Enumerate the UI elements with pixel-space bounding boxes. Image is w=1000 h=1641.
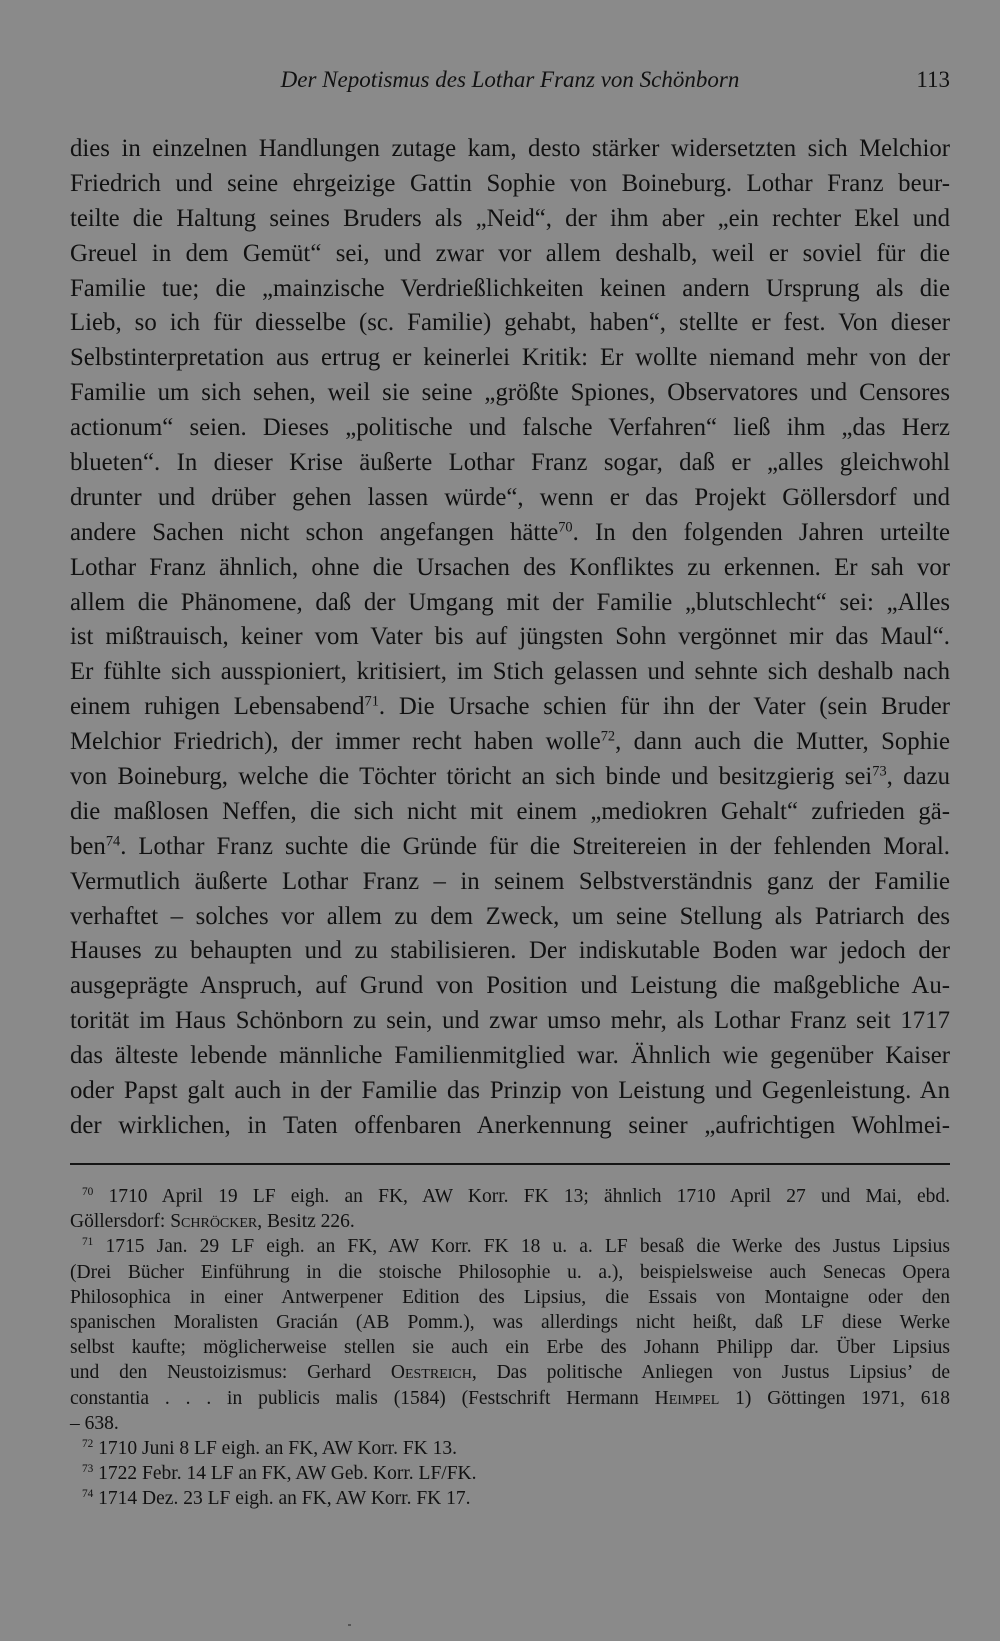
text-line <box>70 830 950 865</box>
footnote-ref: 73 <box>872 763 887 780</box>
text-line: verhaftet – solches vor allem zu dem Zweck, um seine Stellung als Patriarch des <box>70 902 950 930</box>
text-line <box>70 516 950 551</box>
text-line: Familie um sich sehen, weil sie seine „größte Spiones, Observatores und Censores <box>70 379 950 407</box>
text-line <box>70 760 950 795</box>
footnote-line: – 638. <box>70 1412 119 1434</box>
author-name: Oestreich <box>390 1362 472 1384</box>
footnote-line <box>70 1209 950 1234</box>
footnote-74 <box>70 1486 950 1511</box>
text-segment: von Boineburg, welche die Töchter töricht an sich binde und besitzgierig sei <box>70 763 873 791</box>
text-line: die maßlosen Neffen, die sich nicht mit einem „mediokren Gehalt“ zufrieden gä- <box>70 797 950 825</box>
footnote-72 <box>70 1436 950 1461</box>
footnote-ref: 71 <box>364 693 379 710</box>
text-line: ausgeprägte Anspruch, auf Grund von Position und Leistung die maßgebliche Au- <box>70 972 950 1000</box>
text-line: actionum“ seien. Dieses „politische und falsche Verfahren“ ließ ihm „das Herz <box>70 414 950 442</box>
footnote-line: (Drei Bücher Einführung in die stoische Philosophie u. a.), beispielsweise auch Senecas Opera <box>70 1261 950 1283</box>
author-name: Schröcker <box>170 1211 258 1233</box>
footnote-text: , Besitz 226. <box>257 1211 355 1233</box>
footnote-number: 71 <box>82 1236 94 1249</box>
text-line: torität im Haus Schönborn zu sein, und zwar umso mehr, als Lothar Franz seit 1717 <box>70 1007 950 1035</box>
footnote-line: Philosophica in einer Antwerpener Edition des Lipsius, die Essais von Montaigne oder den <box>70 1286 950 1308</box>
text-line: Lieb, so ich für diesselbe (sc. Familie) gehabt, haben“, stellte er fest. Von dieser <box>70 309 950 337</box>
footnotes <box>70 1184 950 1511</box>
footnote-70 <box>70 1184 950 1209</box>
footnote-text: 1710 Juni 8 LF eigh. an FK, AW Korr. FK 13. <box>98 1437 458 1459</box>
text-line: oder Papst galt auch in der Familie das Prinzip von Leistung und Gegenleistung. An <box>70 1077 950 1105</box>
text-segment: . Lothar Franz suchte die Gründe für die Streitereien in der fehlenden Moral. <box>120 832 950 860</box>
footnote-text: und den Neustoizismus: Gerhard <box>70 1362 391 1384</box>
text-line: blueten“. In dieser Krise äußerte Lothar Franz sogar, daß er „alles gleichwohl <box>70 449 950 477</box>
text-line: Hauses zu behaupten und zu stabilisieren. Der indiskutable Boden war jedoch der <box>70 937 950 965</box>
footnote-ref: 74 <box>105 833 121 850</box>
text-segment: andere Sachen nicht schon angefangen hätte <box>70 518 559 546</box>
text-line: Lothar Franz ähnlich, ohne die Ursachen des Konfliktes zu erkennen. Er sah vor <box>70 553 950 581</box>
footnote-text: constantia . . . in publicis malis (1584) (Festschrift Hermann <box>70 1387 655 1409</box>
footnote-ref: 72 <box>600 728 616 745</box>
running-head <box>70 62 950 98</box>
text-line: Familie tue; die „mainzische Verdrießlichkeiten keinen andern Ursprung als die <box>70 274 950 302</box>
author-name: Heimpel <box>654 1387 720 1409</box>
footnote-number: 73 <box>82 1463 94 1476</box>
text-segment: Melchior Friedrich), der immer recht haben wolle <box>70 728 601 756</box>
footnote-text: , Das politische Anliegen von Justus Lipsius’ de <box>471 1362 950 1384</box>
footnote-divider <box>70 1163 950 1165</box>
text-segment: einem ruhigen Lebensabend <box>70 693 365 721</box>
text-segment: ben <box>70 832 106 860</box>
text-line: ist mißtrauisch, keiner vom Vater bis auf jüngsten Sohn vergönnet mir das Maul“. <box>70 623 950 651</box>
footnote-text: 1710 April 19 LF eigh. an FK, AW Korr. FK 13; ähnlich 1710 April 27 und Mai, ebd. <box>108 1186 950 1207</box>
text-line: allem die Phänomene, daß der Umgang mit der Familie „blutschlecht“ sei: „Alles <box>70 588 950 616</box>
footnote-text: Göllersdorf: <box>70 1211 171 1233</box>
footnote-71 <box>70 1234 950 1259</box>
text-line: teilte die Haltung seines Bruders als „Neid“, der ihm aber „ein rechter Ekel und <box>70 204 950 232</box>
footnote-text: 1714 Dez. 23 LF eigh. an FK, AW Korr. FK 17. <box>98 1488 471 1510</box>
footnote-line: selbst kaufte; möglicherweise stellen sie auch ein Erbe des Johann Philipp dar. Über Lipsius <box>70 1337 950 1359</box>
footnote-ref: 70 <box>558 519 573 536</box>
main-text <box>70 132 950 1144</box>
footnote-number: 74 <box>82 1488 94 1501</box>
footnote-line: spanischen Moralisten Gracián (AB Pomm.), was allerdings nicht heißt, daß LF diese Werke <box>70 1311 950 1333</box>
text-segment: . Die Ursache schien für ihn der Vater (sein Bruder <box>378 693 950 721</box>
text-line <box>70 725 950 760</box>
text-line: Greuel in dem Gemüt“ sei, und zwar vor allem deshalb, weil er soviel für die <box>70 239 950 267</box>
footnote-line <box>70 1360 950 1385</box>
text-line: Er fühlte sich ausspioniert, kritisiert, im Stich gelassen und sehnte sich deshalb nach <box>70 658 950 686</box>
text-line <box>70 690 950 725</box>
text-line: Friedrich und seine ehrgeizige Gattin Sophie von Boineburg. Lothar Franz beur- <box>70 169 950 197</box>
text-line: der wirklichen, in Taten offenbaren Anerkennung seiner „aufrichtigen Wohlmei- <box>70 1111 950 1139</box>
footnote-text: 1715 Jan. 29 LF eigh. an FK, AW Korr. FK 18 u. a. LF besaß die Werke des Justus Lipsius <box>105 1236 950 1258</box>
scan-speck <box>348 1624 351 1626</box>
text-segment: , dazu <box>886 763 950 791</box>
footnote-text: 1722 Febr. 14 LF an FK, AW Geb. Korr. LF/FK. <box>98 1463 477 1485</box>
footnote-number: 72 <box>82 1438 94 1451</box>
text-line: das älteste lebende männliche Familienmitglied war. Ähnlich wie gegenüber Kaiser <box>70 1042 950 1070</box>
running-title: Der Nepotismus des Lothar Franz von Schönborn <box>280 67 740 92</box>
footnote-line <box>70 1386 950 1411</box>
text-line: Selbstinterpretation aus ertrug er keinerlei Kritik: Er wollte niemand mehr von der <box>70 344 950 372</box>
footnote-text: 1) Göttingen 1971, 618 <box>719 1387 951 1409</box>
text-segment: . In den folgenden Jahren urteilte <box>572 518 951 546</box>
page-number: 113 <box>916 67 950 92</box>
text-line: drunter und drüber gehen lassen würde“, wenn er das Projekt Göllersdorf und <box>70 483 950 511</box>
footnote-73 <box>70 1461 950 1486</box>
footnote-number: 70 <box>82 1186 94 1199</box>
text-line: dies in einzelnen Handlungen zutage kam, desto stärker widersetzten sich Melchior <box>70 135 950 162</box>
text-line: Vermutlich äußerte Lothar Franz – in seinem Selbstverständnis ganz der Familie <box>70 867 950 895</box>
text-segment: , dann auch die Mutter, Sophie <box>615 728 950 756</box>
